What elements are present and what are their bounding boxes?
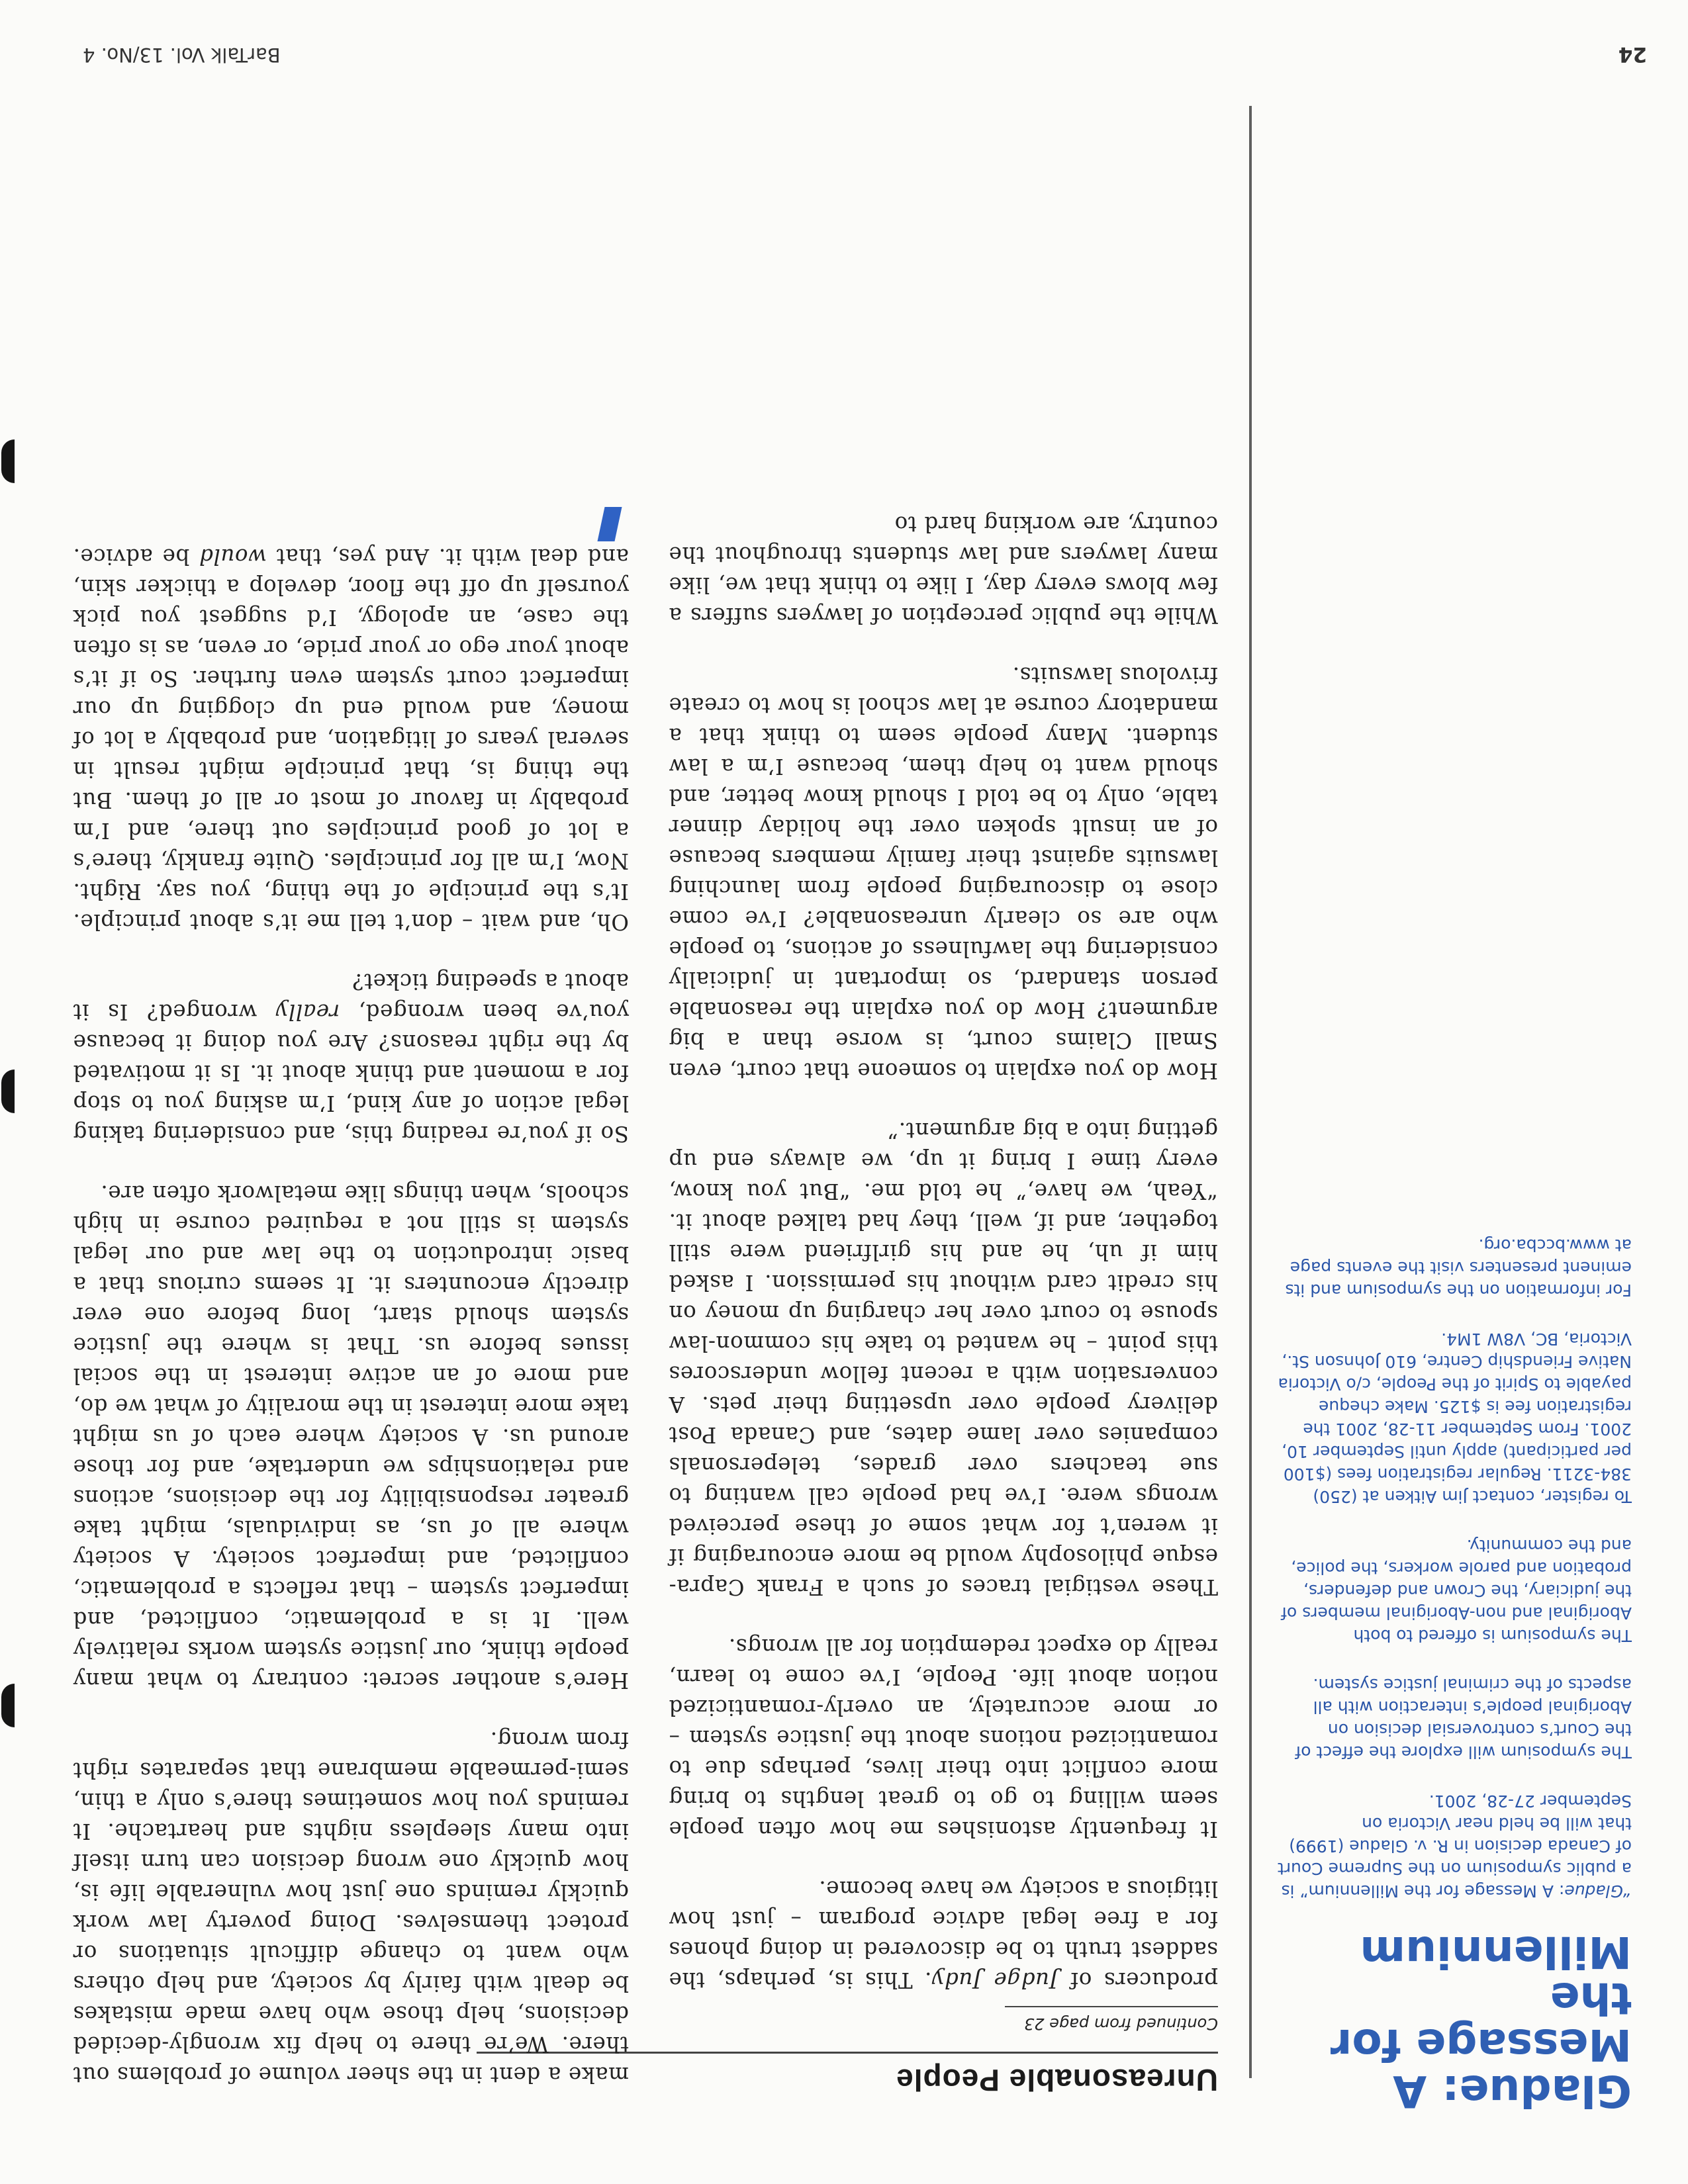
page-number: 24 [1618,42,1647,66]
article-title: Unreasonable People [896,2063,1218,2097]
paragraph-text: It frequently astonishes me how often people seem willing to go to great lengths to bring more conflict into their lives, perhaps due to romanticized notions about the justice system – or more accurately, an overly-romanticized notion about life. People, I’ve come to learn, really do expect redemption for all wrongs. [669,1634,1218,1842]
sidebar-paragraph-text: For information on the symposium and its eminent presenters visit the events page at www.bccba.org. [1285,1236,1632,1300]
sidebar-paragraph [1271,1534,1632,1647]
sidebar-paragraph [1271,1328,1632,1508]
sidebar-paragraph-text: The symposium will explore the effect of the Court’s controversial decision on Aboriginal people’s interaction with all aspects of the criminal justice system. [1295,1675,1632,1762]
paragraph-text: producers of [1058,1968,1218,1993]
italic-text: really [275,999,340,1024]
binder-hole [1,439,15,483]
paragraph-text: Oh, and wait – don’t tell me it’s about principle. It’s the principle of the thing, you say. Right. Now, I’m all for principles. Quite frankly, there’s a lot of good principles out there, and I’m probably in favour of most or all of them. But the thing is, that principle might result in several years of litigation, and probably a lot of money, and would end up clogging up our imperfect court system even further. So if it’s about your ego or your pride, or even, as is often the case, an apology, I’d suggest you pick yourself up off the floor, develop a thicker skin, and deal with it. And yes, that [73,544,629,934]
article-paragraph [73,966,629,1149]
continued-underline [1005,2006,1218,2007]
article-paragraph [669,509,1218,631]
sidebar-paragraph-text: : A Message for the Millennium” is a public symposium on the Supreme Court of Canada decision in R. v. Gladue (1999) that will be held near Victoria on September 27-28, 2001. [1278,1792,1632,1901]
sidebar-divider [1249,106,1252,2078]
article-paragraph [669,1874,1218,1995]
paragraph-text: Here’s another secret: contrary to what many people think, our justice system works relatively well. It is a problematic, conflicted, and imperfect system – that reflects a problematic, conflicted, and imperfect society. A society where all of us, as individuals, might take greater responsibility for the decisions, actions and relationships we undertake, and for those around us. A society where each of us might take more interest in the morality of what we do, and more of an active interest in the social issues before us. That is where the justice system should start, long before one ever directly encounters it. It seems curious that a basic introduction to the law and our legal system is still not a required course in high schools, when things like metalwork often are. [73,1181,629,1693]
article-paragraph [73,1725,629,2090]
sidebar-paragraphs [1271,1234,1632,1902]
sidebar-title: Gladue: A Message for the Millennium [1330,1927,1632,2116]
sidebar-paragraph [1271,1790,1632,1902]
paragraph-text: wronged? Is it about a speeding ticket? [73,969,629,1024]
paragraph-text: be advice. [73,544,199,569]
article-end-mark [597,507,622,541]
sidebar-italic-lead: “Gladue [1564,1882,1632,1901]
article-paragraph [669,1115,1218,1602]
article-paragraph [669,1631,1218,1844]
paragraph-text: These vestigial traces of such a Frank Capra-esque philosophy would be more encouraging if it weren’t for what some of these perceived wrongs were. I’ve had people call wanting to sue teachers over grades, telepersonals companies over lame dates, and Canada Post delivery people over upsetting their pets. A conversation with a recent fellow underscores this point – he wanted to take his common-law spouse to court over her charging up money on his credit card without his permission. I asked him if uh, he and his girlfriend were still together, and if, well, they had talked about it. “Yeah, we have,” he told me. “But you know, every time I bring it up, we always end up getting into a big argument.” [669,1118,1218,1600]
paragraph-text: How do you explain to someone that court, even Small Claims court, is worse than a big argument? How do you explain the reasonable person standard, so important in judicially considering the lawfulness of actions, to people who are so clearly unreasonable? I’ve come close to discouraging people from launching lawsuits against their family members because of an insult spoken over the holiday dinner table, only to be told I should know better, and should want to help them, because I’m a law student. Many people seem to think that a mandatory course at law school is how to create frivolous lawsuits. [669,662,1218,1083]
sidebar-paragraph [1271,1673,1632,1763]
italic-text: would [199,544,267,569]
binder-hole [1,1684,15,1727]
article-paragraph [669,660,1218,1086]
sidebar-paragraph [1271,1234,1632,1301]
article-paragraph [73,503,629,937]
binder-hole [1,1069,15,1113]
paragraph-text: So if you’re reading this, and considering taking legal action of any kind, I’m asking you to stop for a moment and think about it. Is it motivated by the right reasons? Are you doing it because you’ve been wronged, [73,999,629,1146]
sidebar-paragraph-text: The symposium is offered to both Aboriginal and non-Aboriginal members of the judiciary, the Crown and defenders, probation and parole workers, the police, and the community. [1281,1536,1632,1645]
italic-text: Judge Judy [931,1968,1058,1993]
paragraph-text: . This is, perhaps, the saddest truth to be discovered in doing phones for a free legal advice program – just how litigious a society we have become. [669,1876,1218,1993]
article-column-left [669,480,1218,1995]
publication-footer: BarTalk Vol. 13/No. 4 [83,44,281,66]
paragraph-text: make a dent in the sheer volume of problems out there. We’re there to help fix wrongly-decided decisions, help those who have made mistakes be dealt with fairly by society, and help others who want to change difficult situations or protect themselves. Doing poverty law work quickly reminds one just how vulnerable life is, how quickly one wrong decision can turn itself into many sleepless nights and heartache. It reminds you how sometimes there’s only a thin, semi-permeable membrane that separates right from wrong. [73,1727,629,2087]
paragraph-text: While the public perception of lawyers suffers a few blows every day, I like to think that we, like many lawyers and law students throughout the country, are working hard to [669,512,1218,628]
article-paragraph [73,1178,629,1696]
article-column-right [73,474,629,2090]
continued-note: Continued from page 23 [1024,2015,1218,2033]
sidebar-paragraph-text: To register, contact Jim Aitken at (250) 384-3211. Regular registration fees ($100 per participant) apply until September 10, 2001. From September 11-28, 2001 the registration fee is $125. Make cheque payable to Spirit of the People, c/o Victoria Native Friendship Centre, 610 Johnson St., Victoria, BC, V8W 1M4. [1278,1330,1632,1506]
sidebar-box [1271,62,1632,2114]
